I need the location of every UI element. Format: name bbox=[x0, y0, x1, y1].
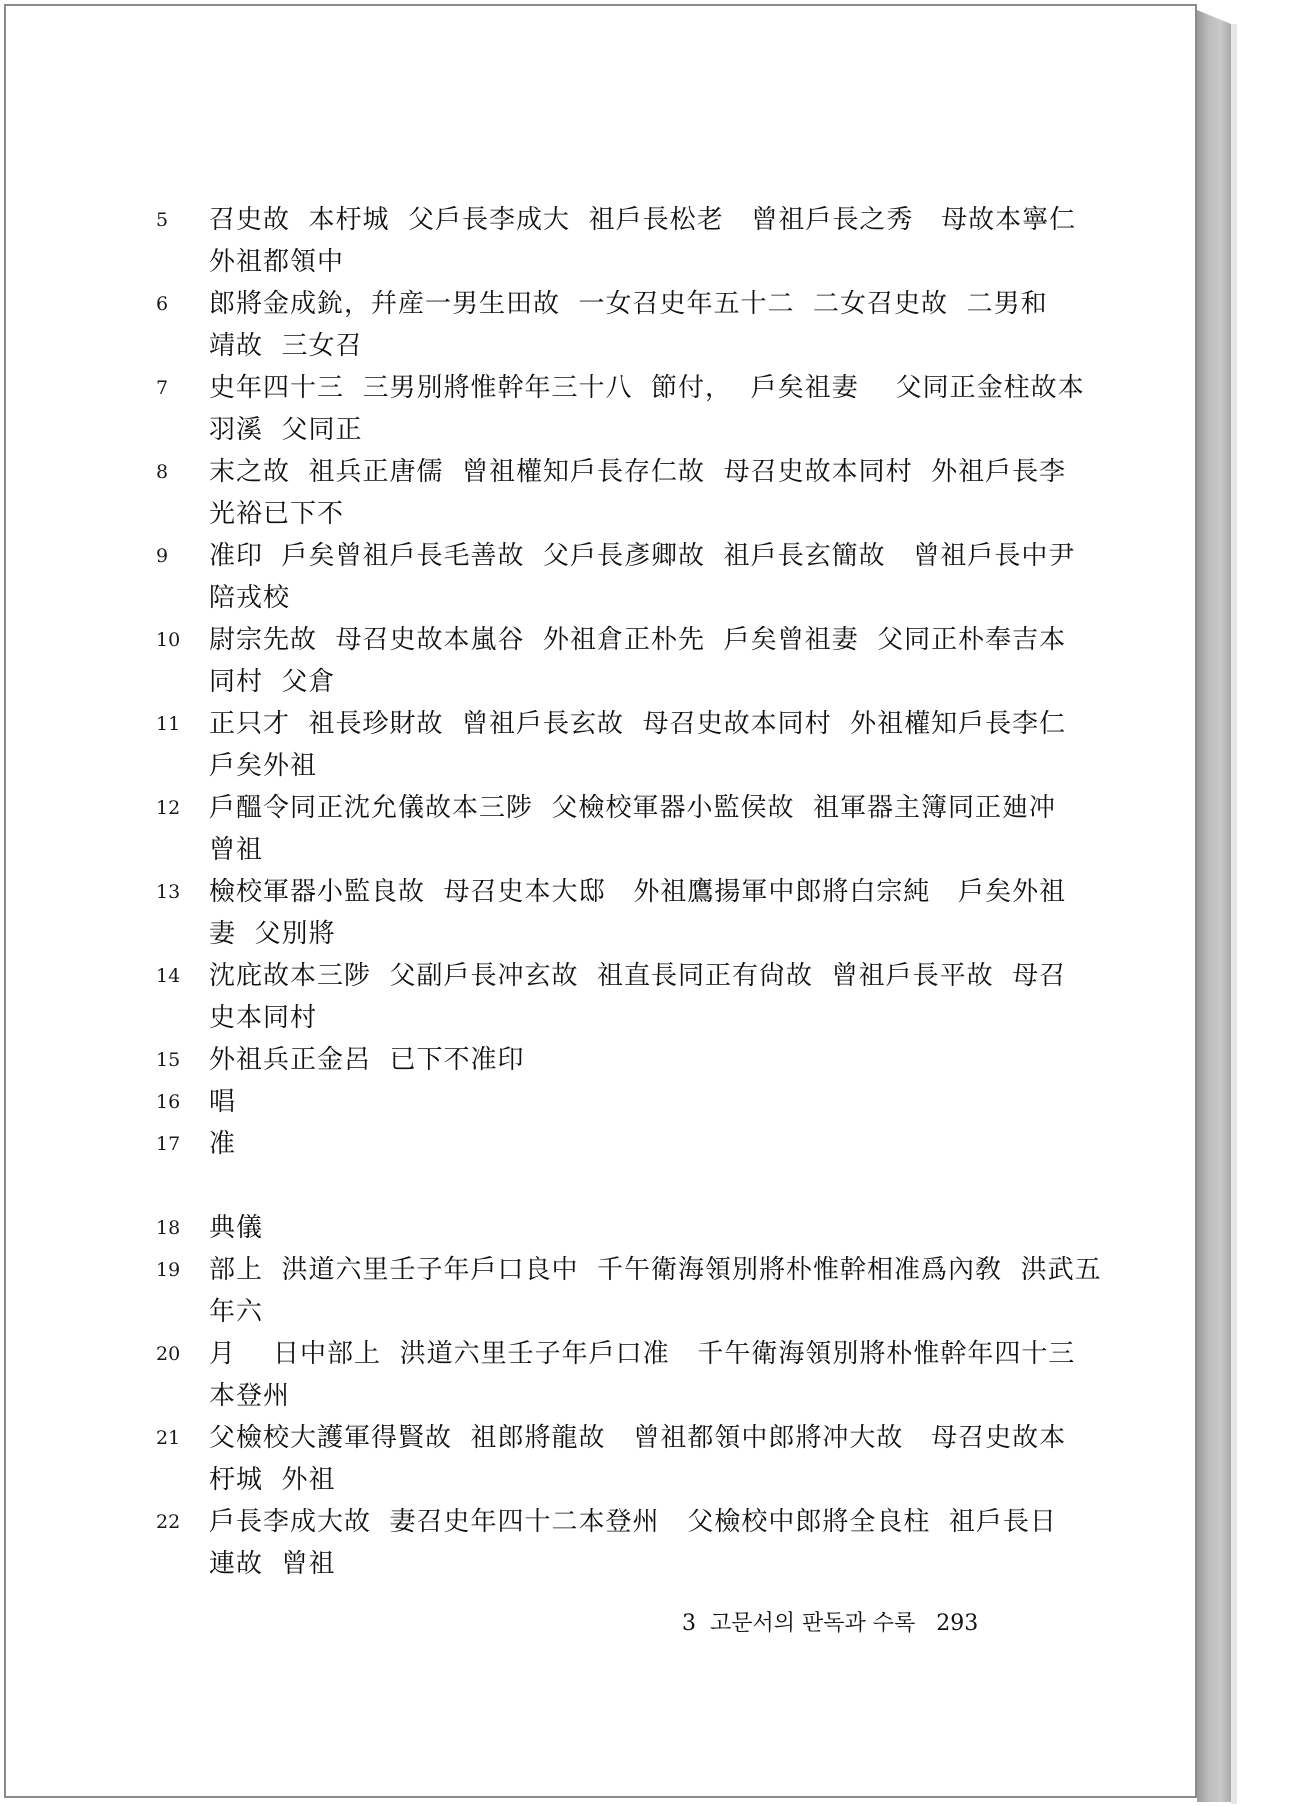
section-gap bbox=[156, 1165, 1056, 1207]
page-shadow bbox=[1231, 24, 1237, 1804]
line-text: 召史故 本杅城 父戶長李成大 祖戶長松老 曾祖戶長之秀 母故本寧仁 bbox=[209, 205, 1077, 235]
line-text-continued: 年六 bbox=[209, 1297, 264, 1327]
line-number: 9 bbox=[156, 545, 169, 567]
line-7 bbox=[156, 367, 1085, 451]
page-edge bbox=[1197, 10, 1231, 1802]
line-number: 15 bbox=[156, 1049, 181, 1071]
line-18 bbox=[156, 1207, 1056, 1249]
line-number: 8 bbox=[156, 461, 169, 483]
line-number: 16 bbox=[156, 1091, 181, 1113]
line-text: 正只才 祖長珍財故 曾祖戶長玄故 母召史故本同村 外祖權知戶長李仁 bbox=[209, 709, 1067, 739]
line-11 bbox=[156, 703, 1067, 787]
running-title: 고문서의 판독과 수록 bbox=[710, 1611, 916, 1636]
line-6 bbox=[156, 283, 1056, 367]
line-text: 外祖兵正金呂 已下不准印 bbox=[209, 1045, 525, 1075]
line-number: 10 bbox=[156, 629, 181, 651]
line-10 bbox=[156, 619, 1067, 703]
line-text-continued: 光裕已下不 bbox=[209, 499, 345, 529]
line-number: 20 bbox=[156, 1343, 181, 1365]
line-text-continued: 杅城 外祖 bbox=[209, 1465, 336, 1495]
line-13 bbox=[156, 871, 1067, 955]
line-20 bbox=[156, 1333, 1076, 1417]
line-number: 22 bbox=[156, 1511, 181, 1533]
line-text-continued: 史本同村 bbox=[209, 1003, 318, 1033]
line-text: 戶長李成大故 妻召史年四十二本登州 父檢校中郎將全良柱 祖戶長日 bbox=[209, 1507, 1057, 1537]
page-footer bbox=[682, 1606, 978, 1637]
line-12 bbox=[156, 787, 1056, 871]
line-number: 6 bbox=[156, 293, 169, 315]
line-text: 末之故 祖兵正唐儒 曾祖權知戶長存仁故 母召史故本同村 外祖戶長李 bbox=[209, 457, 1067, 487]
chapter-number: 3 bbox=[682, 1611, 696, 1636]
line-text-continued: 本登州 bbox=[209, 1381, 291, 1411]
line-text-continued: 連故 曾祖 bbox=[209, 1549, 336, 1579]
line-text-continued: 妻 父別將 bbox=[209, 919, 336, 949]
line-number: 14 bbox=[156, 965, 181, 987]
line-text: 准 bbox=[209, 1129, 237, 1159]
line-text: 父檢校大護軍得賢故 祖郎將龍故 曾祖都領中郎將冲大故 母召史故本 bbox=[209, 1423, 1067, 1453]
line-text: 部上 洪道六里壬子年戶口良中 千午衛海領別將朴惟幹相准爲內敎 洪武五 bbox=[209, 1255, 1102, 1285]
line-text: 沈庇故本三陟 父副戶長冲玄故 祖直長同正有尙故 曾祖戶長平故 母召 bbox=[209, 961, 1067, 991]
line-text-continued: 陪戎校 bbox=[209, 583, 291, 613]
page-number: 293 bbox=[936, 1611, 979, 1636]
line-number: 18 bbox=[156, 1217, 181, 1239]
line-text-continued: 外祖都領中 bbox=[209, 247, 345, 277]
line-5 bbox=[156, 199, 1077, 283]
line-text: 尉宗先故 母召史故本嵐谷 外祖倉正朴先 戶矣曾祖妻 父同正朴奉吉本 bbox=[209, 625, 1067, 655]
line-text: 戶醞令同正沈允儀故本三陟 父檢校軍器小監侯故 祖軍器主簿同正廸冲 bbox=[209, 793, 1057, 823]
line-8 bbox=[156, 451, 1067, 535]
line-text: 檢校軍器小監良故 母召史本大邸 外祖鷹揚軍中郎將白宗純 戶矣外祖 bbox=[209, 877, 1067, 907]
line-text: 唱 bbox=[209, 1087, 237, 1117]
line-15 bbox=[156, 1039, 1056, 1081]
line-text: 郎將金成鈗，幷産一男生田故 一女召史年五十二 二女召史故 二男和 bbox=[209, 289, 1048, 319]
line-text: 史年四十三 三男別將惟幹年三十八 節付， 戶矣祖妻 父同正金柱故本 bbox=[209, 373, 1085, 403]
line-text: 准印 戶矣曾祖戶長毛善故 父戶長彥卿故 祖戶長玄簡故 曾祖戶長中尹 bbox=[209, 541, 1076, 571]
line-number: 7 bbox=[156, 377, 169, 399]
line-16 bbox=[156, 1081, 1056, 1123]
line-text-continued: 同村 父倉 bbox=[209, 667, 336, 697]
line-text-continued: 戶矣外祖 bbox=[209, 751, 318, 781]
line-number: 13 bbox=[156, 881, 181, 903]
line-17 bbox=[156, 1123, 1056, 1165]
line-number: 11 bbox=[156, 713, 181, 735]
line-number: 19 bbox=[156, 1259, 181, 1281]
line-number: 21 bbox=[156, 1427, 181, 1449]
line-19 bbox=[156, 1249, 1102, 1333]
line-text-continued: 羽溪 父同正 bbox=[209, 415, 363, 445]
document-page bbox=[4, 4, 1197, 1798]
transcription-lines bbox=[156, 199, 1102, 1585]
line-number: 12 bbox=[156, 797, 181, 819]
line-text-continued: 曾祖 bbox=[209, 835, 264, 865]
line-22 bbox=[156, 1501, 1056, 1585]
line-text-continued: 靖故 三女召 bbox=[209, 331, 363, 361]
line-number: 17 bbox=[156, 1133, 181, 1155]
line-14 bbox=[156, 955, 1067, 1039]
line-9 bbox=[156, 535, 1076, 619]
line-text: 典儀 bbox=[209, 1213, 264, 1243]
line-text: 月 日中部上 洪道六里壬子年戶口准 千午衛海領別將朴惟幹年四十三 bbox=[209, 1339, 1076, 1369]
line-number: 5 bbox=[156, 209, 169, 231]
line-21 bbox=[156, 1417, 1067, 1501]
